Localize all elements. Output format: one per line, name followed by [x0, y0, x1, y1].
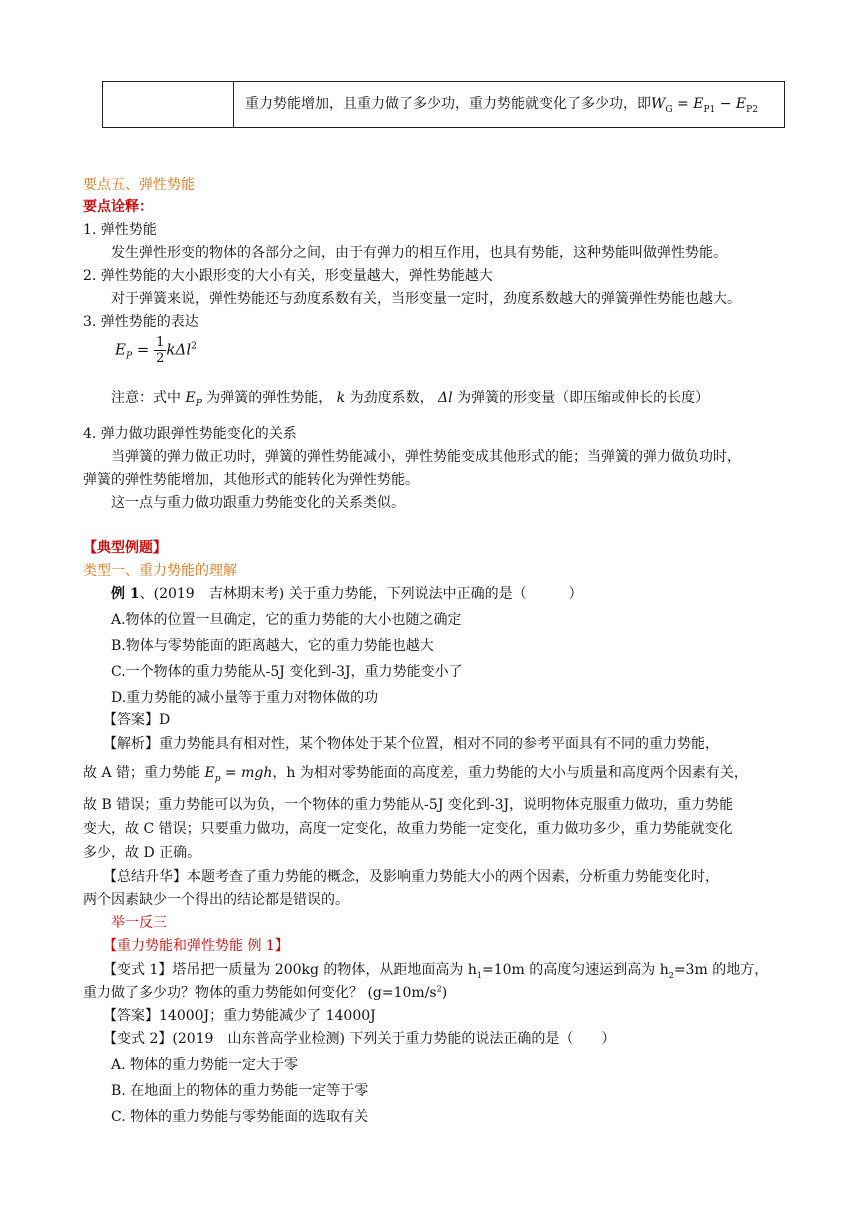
example1-analysis-line5: 多少，故 D 正确。	[83, 845, 202, 861]
table-cell-gravity-energy	[245, 94, 758, 117]
variant1-text-b: =10m 的高度匀速运到高为 h	[481, 962, 669, 978]
work-energy-formula	[651, 96, 758, 115]
variant1-answer: 【答案】14000J；重力势能减少了 14000J	[103, 1008, 376, 1024]
note-mid2: 为劲度系数，	[349, 390, 434, 406]
elastic-energy-formula	[115, 335, 197, 366]
option-c: C.一个物体的重力势能从-5J 变化到-3J，重力势能变小了	[111, 664, 463, 680]
section-subheading: 要点诠释：	[83, 199, 153, 215]
variant1-line1	[103, 960, 768, 982]
table-column-divider	[233, 82, 234, 127]
variant2-stem: 【变式 2】(2019 山东普高学业检测) 下列关于重力势能的说法正确的是（ ）	[103, 1031, 616, 1047]
formula-e2: E	[735, 96, 747, 112]
variant1-text-a: 【变式 1】塔吊把一质量为 200kg 的物体，从距地面高为 h	[103, 962, 477, 978]
option-b: B.物体与零势能面的距离越大，它的重力势能也越大	[111, 638, 434, 654]
example1-label: 例 1	[111, 586, 140, 602]
option-d: D.重力势能的减小量等于重力对物体做的功	[111, 690, 379, 706]
note-dl: Δl	[438, 390, 453, 406]
formula-w-sub: G	[665, 104, 673, 115]
item3-title: 3. 弹性势能的表达	[83, 314, 199, 330]
example1-analysis-line4: 变大，故 C 错误；只要重力做功，高度一定变化，故重力势能一定变化，重力做功多少，重力势能就变化	[83, 821, 733, 837]
item4-title: 4. 弹力做功跟弹性势能变化的关系	[83, 426, 297, 442]
example1-answer: 【答案】D	[103, 712, 171, 728]
note-mid1: 为弹簧的弹性势能，	[206, 390, 333, 406]
example1-analysis-line2	[83, 763, 748, 786]
juyi-tag: 【重力势能和弹性势能 例 1】	[103, 938, 289, 954]
item4-body-line2: 弹簧的弹性势能增加，其他形式的能转化为弹性势能。	[83, 472, 419, 488]
section-heading: 要点五、弹性势能	[83, 177, 195, 193]
variant1-text-c: =3m 的地方，	[673, 962, 769, 978]
note-ep-sub: P	[195, 398, 202, 409]
variant2-option-a: A. 物体的重力势能一定大于零	[111, 1057, 299, 1073]
formula-e2-sub: P2	[746, 104, 758, 115]
formula-e-sub: P	[125, 351, 133, 362]
variant1-h2-sub: 2	[668, 970, 674, 980]
item1-body: 发生弹性形变的物体的各部分之间，由于有弹力的相互作用，也具有势能，这种势能叫做弹性势能。	[111, 245, 727, 261]
formula-rhs: kΔl	[166, 340, 192, 359]
analysis-ep-sub: p	[214, 773, 221, 784]
variant1-h1-sub: 1	[476, 970, 482, 980]
example1-analysis-line1: 【解析】重力势能具有相对性，某个物体处于某个位置，相对不同的参考平面具有不同的重力势能，	[103, 736, 719, 752]
juyi-heading: 举一反三	[111, 915, 167, 931]
fraction-denominator: 2	[156, 351, 165, 366]
example1-question: 、(2019 吉林期末考) 关于重力势能，下列说法中正确的是（ ）	[139, 586, 583, 602]
note-prefix: 注意：式中	[111, 390, 181, 406]
summary-table	[102, 81, 785, 128]
item2-body: 对于弹簧来说，弹性势能还与劲度系数有关，当形变量一定时，劲度系数越大的弹簧弹性势能也越大。	[111, 291, 741, 307]
item1-title: 1. 弹性势能	[83, 222, 157, 238]
note-k: k	[336, 390, 346, 406]
formula-e1: E	[693, 96, 704, 112]
formula-e1-sub: P1	[703, 104, 716, 115]
fraction-numerator: 1	[156, 335, 165, 350]
note-ep: E	[185, 390, 196, 406]
formula-minus: −	[715, 96, 736, 112]
formula-fraction	[154, 335, 166, 366]
variant2-option-c: C. 物体的重力势能与零势能面的选取有关	[111, 1109, 369, 1125]
type1-heading: 类型一、重力势能的理解	[83, 563, 237, 579]
analysis-mgh: = mgh	[220, 765, 273, 781]
formula-w: W	[651, 96, 666, 112]
option-a: A.物体的位置一旦确定，它的重力势能的大小也随之确定	[111, 612, 462, 628]
variant1-close: )	[441, 985, 448, 1001]
item2-title: 2. 弹性势能的大小跟形变的大小有关，形变量越大，弹性势能越大	[83, 268, 493, 284]
example1-stem	[111, 584, 583, 605]
note-end: 为弹簧的形变量（即压缩或伸长的长度）	[457, 390, 710, 406]
formula-rhs-sup: 2	[191, 341, 197, 352]
analysis-text-b: ，h 为相对零势能面的高度差，重力势能的大小与质量和高度两个因素有关，	[272, 765, 748, 781]
variant1-sup: 2	[436, 984, 442, 994]
variant2-option-b: B. 在地面上的物体的重力势能一定等于零	[111, 1083, 369, 1099]
example1-summary-line1: 【总结升华】本题考查了重力势能的概念，及影响重力势能大小的两个因素，分析重力势能变化时，	[103, 869, 719, 885]
item4-body-line3: 这一点与重力做功跟重力势能变化的关系类似。	[111, 495, 405, 511]
analysis-text-a: 故 A 错；重力势能	[83, 765, 205, 781]
item4-body-line1: 当弹簧的弹力做正功时，弹簧的弹性势能减小，弹性势能变成其他形式的能；当弹簧的弹力做负功时，	[111, 449, 741, 465]
analysis-ep: E	[204, 765, 215, 781]
examples-heading: 【典型例题】	[83, 540, 167, 556]
formula-eq: =	[672, 96, 694, 112]
table-cell-text: 重力势能增加，且重力做了多少功，重力势能就变化了多少功，即	[245, 96, 651, 112]
formula-note	[111, 388, 709, 411]
formula-eq: =	[132, 340, 155, 359]
formula-e: E	[115, 340, 126, 359]
example1-summary-line2: 两个因素缺少一个得出的结论都是错误的。	[83, 892, 349, 908]
example1-analysis-line3: 故 B 错误；重力势能可以为负，一个物体的重力势能从-5J 变化到-3J，说明物体克服重力做功，重力势能	[83, 797, 734, 813]
variant1-question: 重力做了多少功？物体的重力势能如何变化？ (g=10m/s	[83, 985, 437, 1001]
variant1-line2	[83, 983, 447, 1004]
